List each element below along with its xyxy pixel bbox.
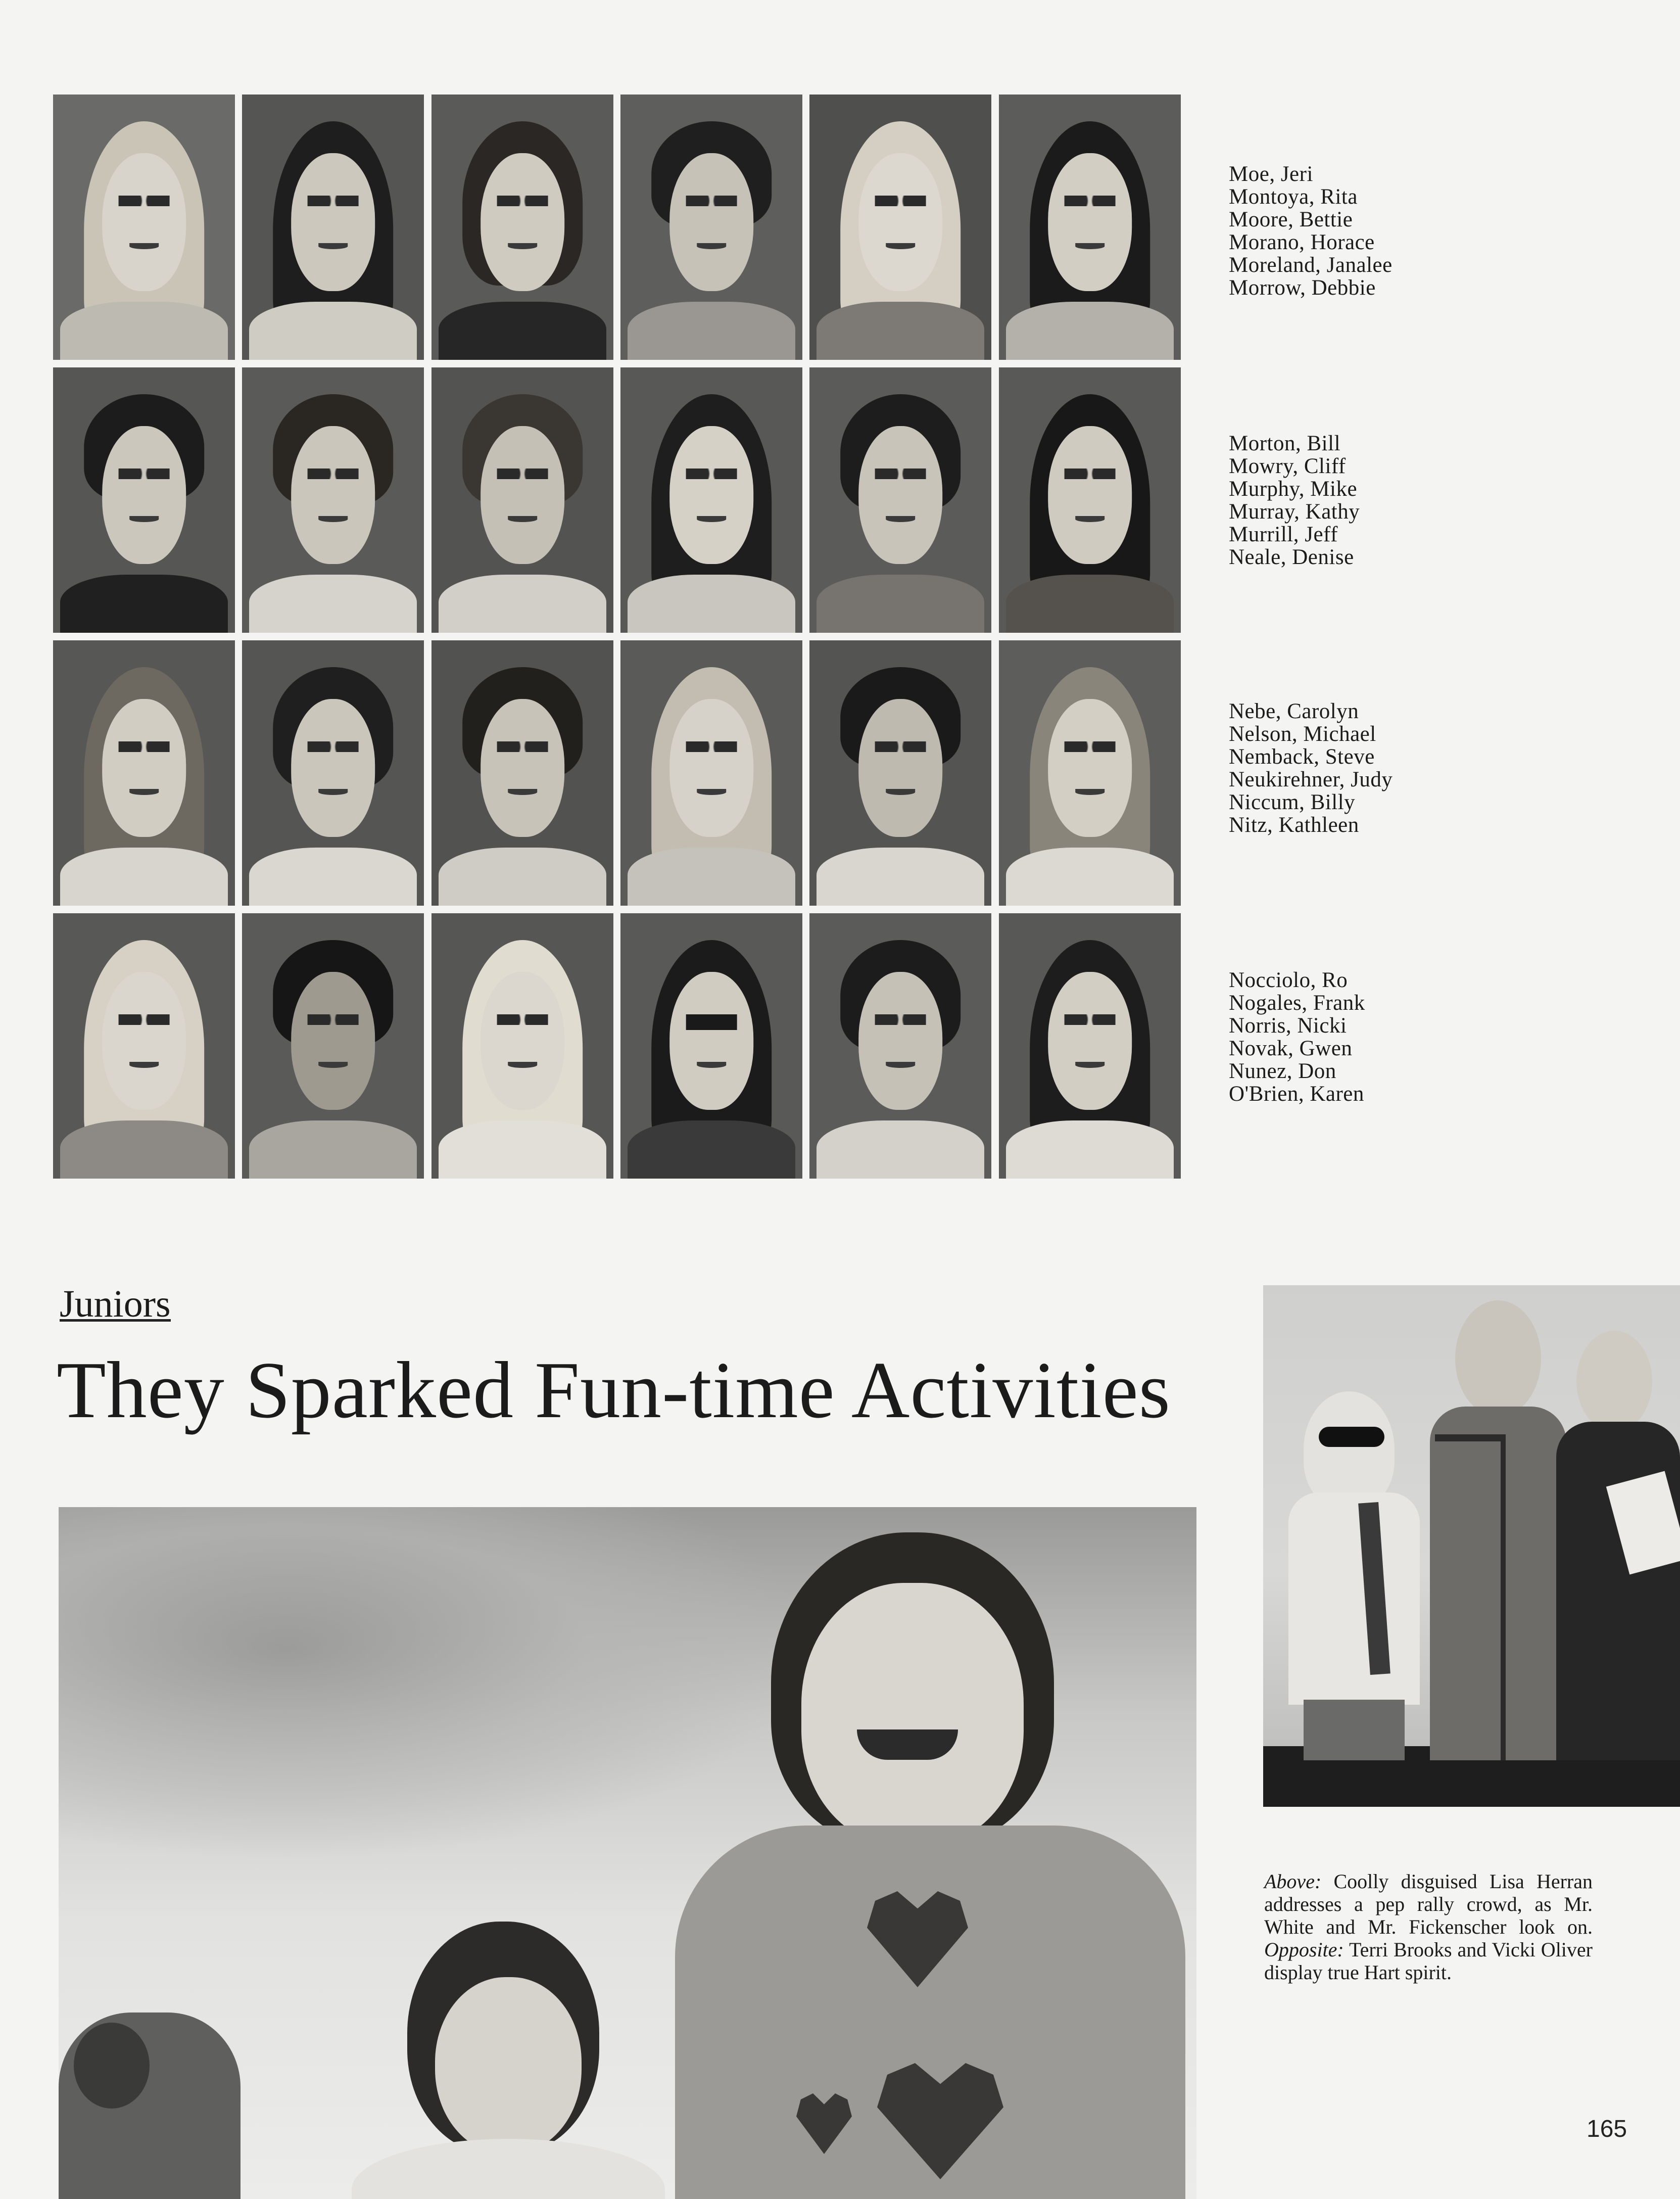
- portrait-photo: [431, 367, 613, 633]
- student-name: Montoya, Rita: [1229, 185, 1358, 209]
- portrait-photo: [620, 640, 802, 906]
- student-name: Moore, Bettie: [1229, 208, 1353, 231]
- student-name: Murphy, Mike: [1229, 477, 1358, 501]
- page-headline: They Sparked Fun-time Activities: [57, 1345, 1171, 1435]
- portrait-photo: [999, 640, 1181, 906]
- section-label: Juniors: [60, 1281, 171, 1327]
- student-name: O'Brien, Karen: [1229, 1082, 1364, 1106]
- name-list-row-3: [1229, 700, 1532, 836]
- student-name: Norris, Nicki: [1229, 1014, 1347, 1038]
- student-name: Murray, Kathy: [1229, 500, 1360, 524]
- caption-lead-above: Above:: [1264, 1870, 1322, 1893]
- student-name: Neukirehner, Judy: [1229, 768, 1393, 791]
- portrait-photo: [431, 913, 613, 1179]
- portrait-photo: [431, 95, 613, 360]
- student-name: Moe, Jeri: [1229, 162, 1313, 186]
- portrait-photo: [242, 640, 424, 906]
- portrait-grid: [53, 95, 1162, 1168]
- portrait-photo: [809, 913, 991, 1179]
- portrait-photo: [53, 367, 235, 633]
- portrait-photo: [242, 913, 424, 1179]
- student-name: Morrow, Debbie: [1229, 276, 1376, 300]
- student-name: Neale, Denise: [1229, 545, 1354, 569]
- name-list-row-4: [1229, 969, 1532, 1105]
- student-name: Niccum, Billy: [1229, 790, 1356, 814]
- student-name: Nocciolo, Ro: [1229, 968, 1348, 992]
- student-name: Nelson, Michael: [1229, 722, 1376, 746]
- pep-rally-photo: [1263, 1285, 1680, 1807]
- caption-text-opposite: Terri Brooks and Vicki Oliver display true Hart spirit.: [1264, 1938, 1593, 1984]
- portrait-photo: [242, 95, 424, 360]
- student-name: Morton, Bill: [1229, 432, 1341, 455]
- portrait-photo: [620, 367, 802, 633]
- portrait-photo: [242, 367, 424, 633]
- portrait-photo: [999, 913, 1181, 1179]
- caption-lead-opposite: Opposite:: [1264, 1938, 1344, 1961]
- caption-text-above: Coolly disguised Lisa Herran addresses a pep rally crowd, as Mr. White and Mr. Fickenscher look on.: [1264, 1870, 1593, 1938]
- name-list-row-1: [1229, 163, 1532, 299]
- portrait-photo: [809, 640, 991, 906]
- portrait-photo: [809, 95, 991, 360]
- student-name: Mowry, Cliff: [1229, 454, 1346, 478]
- student-name: Moreland, Janalee: [1229, 253, 1393, 277]
- student-name: Nemback, Steve: [1229, 745, 1375, 769]
- portrait-photo: [53, 95, 235, 360]
- student-name: Morano, Horace: [1229, 230, 1375, 254]
- student-name: Novak, Gwen: [1229, 1037, 1353, 1060]
- student-name: Murrill, Jeff: [1229, 523, 1338, 546]
- portrait-photo: [809, 367, 991, 633]
- spirit-photo: [59, 1507, 1196, 2199]
- student-name: Nebe, Carolyn: [1229, 699, 1359, 723]
- student-name: Nogales, Frank: [1229, 991, 1365, 1015]
- portrait-photo: [431, 640, 613, 906]
- portrait-photo: [53, 913, 235, 1179]
- photo-caption: [1264, 1870, 1593, 1984]
- name-list-row-2: [1229, 432, 1532, 569]
- student-name: Nunez, Don: [1229, 1059, 1336, 1083]
- page-number: 165: [1587, 2116, 1627, 2142]
- student-name: Nitz, Kathleen: [1229, 813, 1359, 837]
- portrait-photo: [999, 95, 1181, 360]
- portrait-photo: [620, 913, 802, 1179]
- portrait-photo: [53, 640, 235, 906]
- portrait-photo: [999, 367, 1181, 633]
- portrait-photo: [620, 95, 802, 360]
